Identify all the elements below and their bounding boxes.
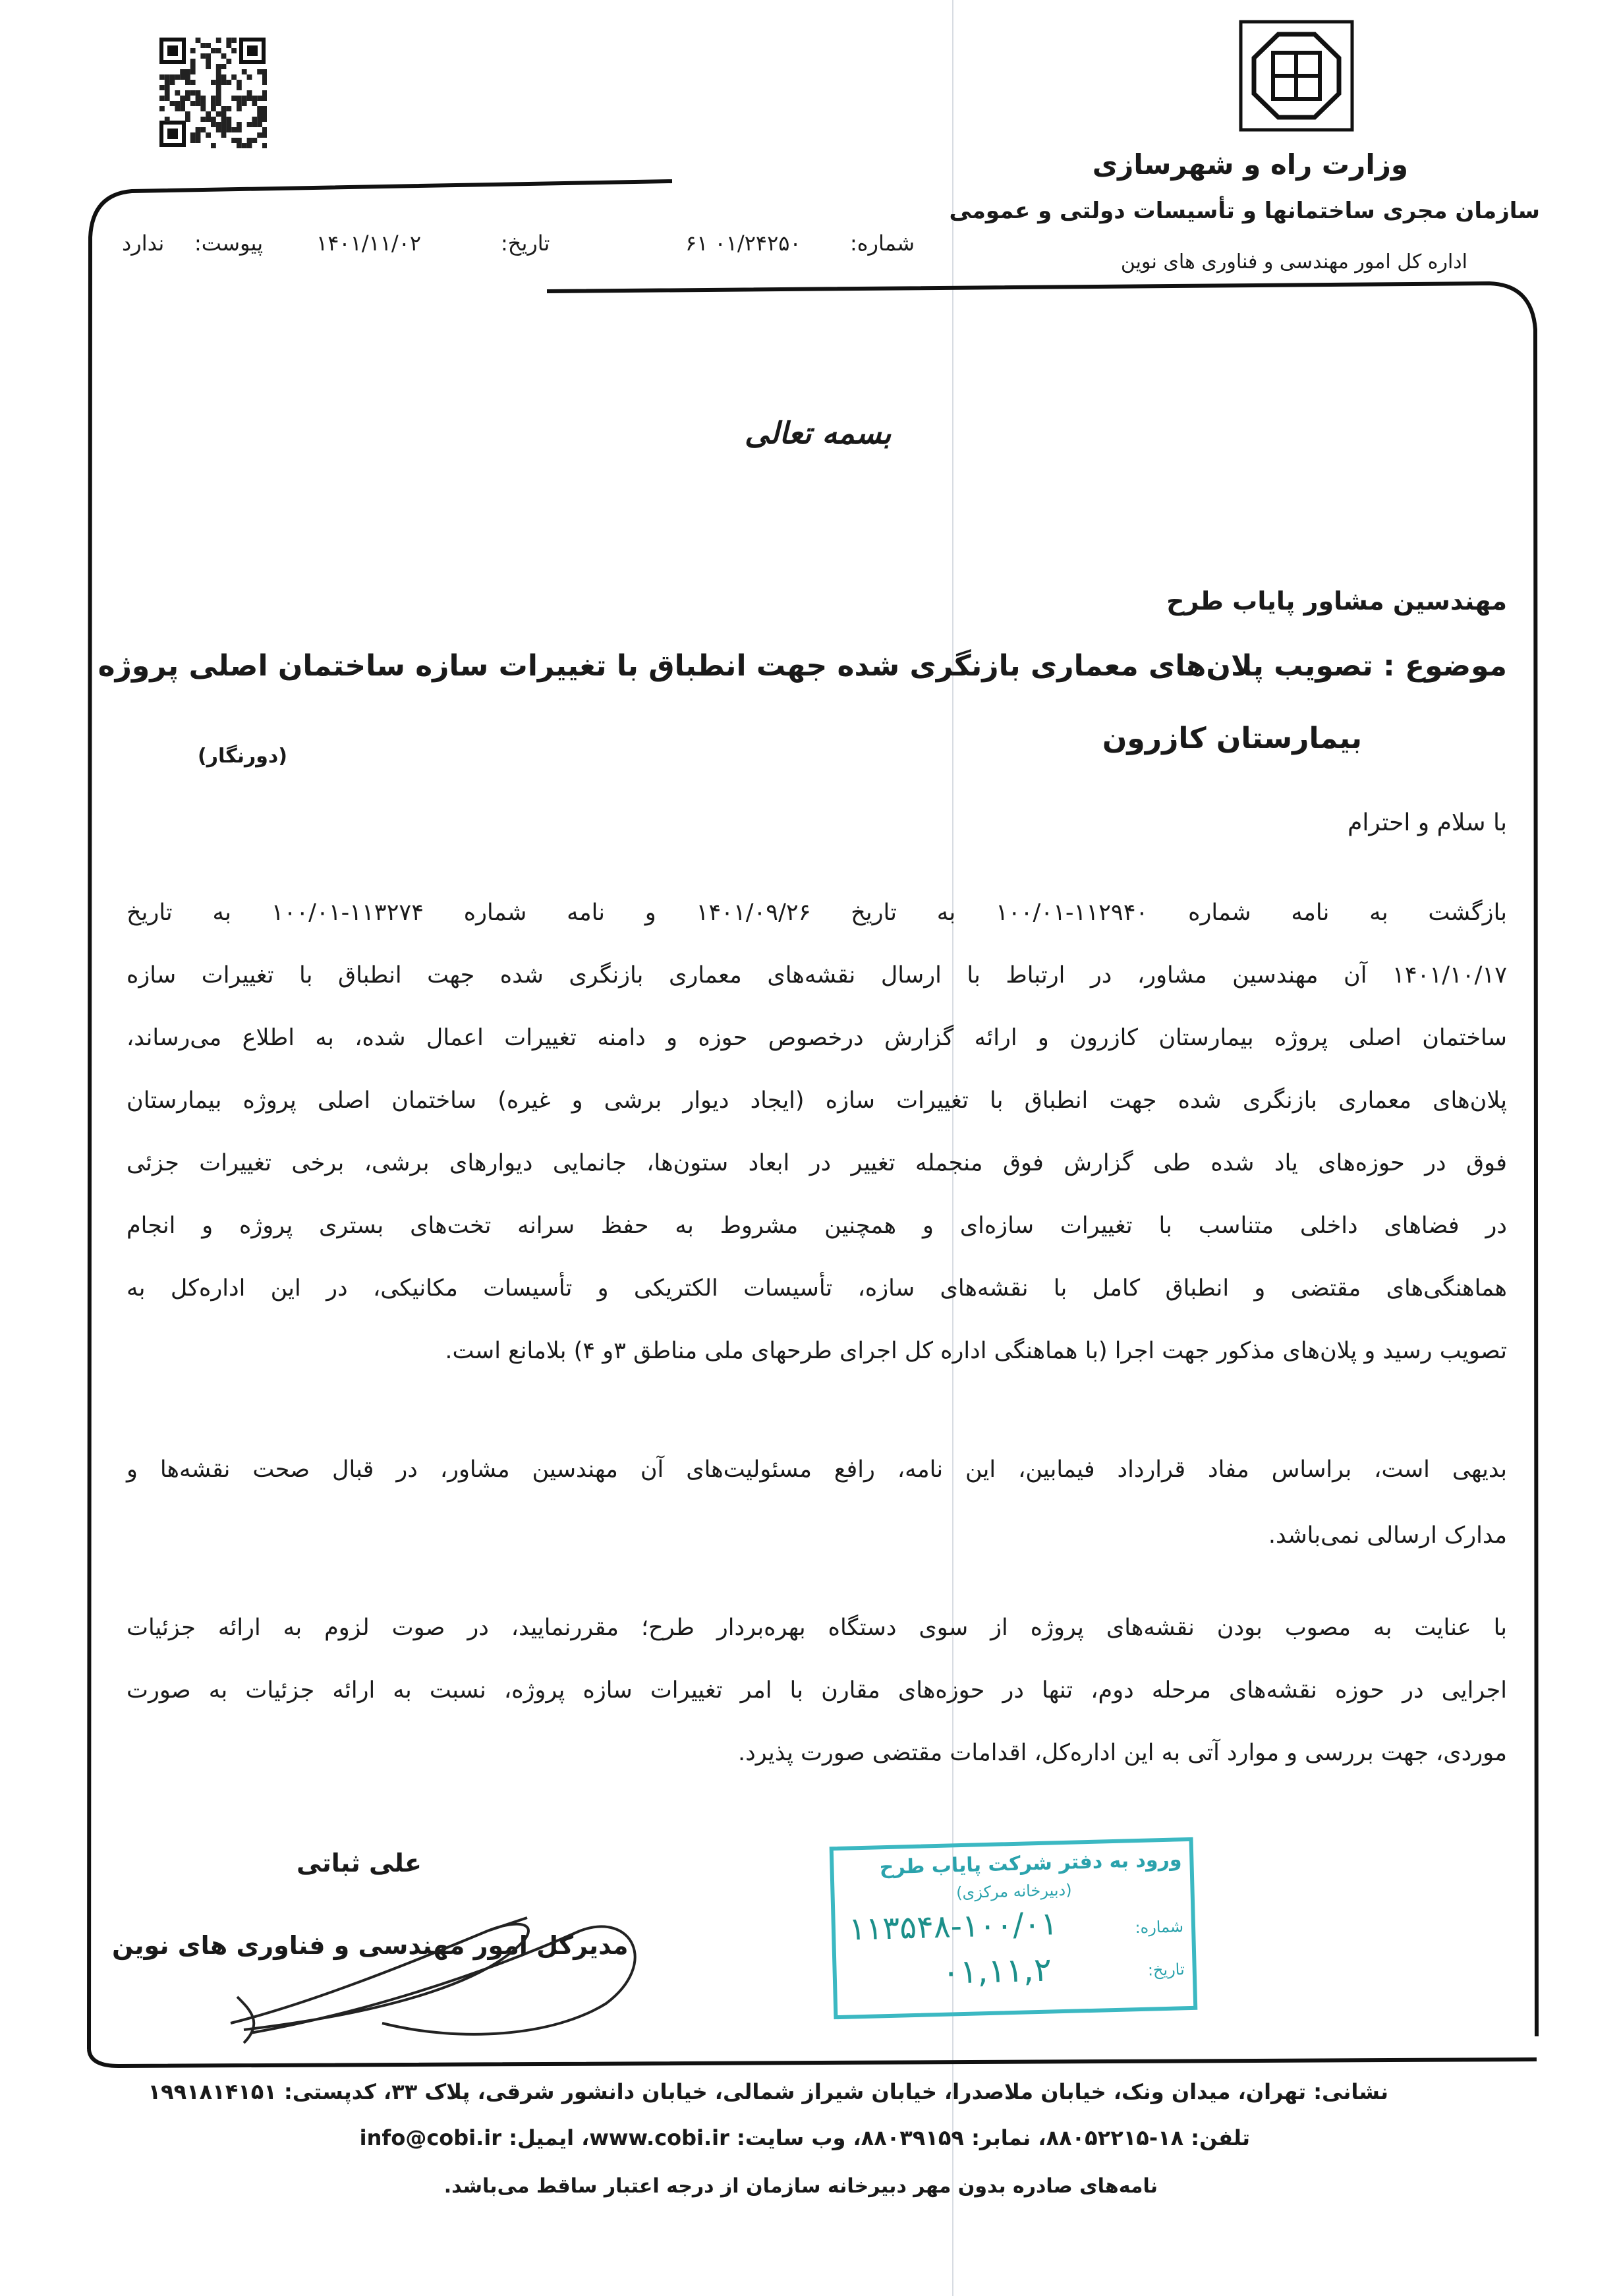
organization-name: سازمان مجری ساختمانها و تأسیسات دولتی و عمومی	[949, 198, 1540, 224]
subject-line-2: بیمارستان کازرون	[1102, 722, 1362, 755]
number-label: شماره:	[850, 231, 915, 256]
date-label: تاریخ:	[501, 231, 550, 256]
subject-line-1: موضوع : تصویب پلان‌های معماری بازنگری شده جهت انطباق با تغییرات سازه ساختمان اصلی پروژه	[98, 649, 1507, 683]
number-value: ۶۱ ۰۱/۲۴۲۵۰	[685, 231, 801, 256]
body-line: بدیهی است، براساس مفاد قرارداد فیمابین، این نامه، رافع مسئولیت‌های آن مهندسین مشاور، در قبال صحت نقشه‌ها و	[127, 1456, 1507, 1483]
body-line: مدارک ارسالی نمی‌باشد.	[1268, 1522, 1507, 1549]
body-line: موردی، جهت بررسی و موارد آتی به این اداره‌کل، اقدامات مقتضی صورت پذیرد.	[737, 1740, 1507, 1766]
invocation: بسمه تعالی	[745, 415, 892, 451]
body-line: ۱۴۰۱/۱۰/۱۷ آن مهندسین مشاور، در ارتباط با ارسال نقشه‌های معماری بازنگری شده جهت انطباق با تغییرات سازه	[127, 962, 1507, 989]
fax-note: (دورنگار)	[198, 745, 287, 768]
received-stamp	[830, 1837, 1198, 2019]
footer-address: نشانی: تهران، میدان ونک، خیابان ملاصدرا، خیابان شیراز شمالی، خیابان دانشور شرقی، پلاک ۳۳، کدپستی: ۱۹۹۱۸۱۴۱۵۱	[148, 2079, 1388, 2104]
stamp-date-label: تاریخ:	[1147, 1960, 1185, 1980]
body-line: در فضاهای داخلی متناسب با تغییرات سازه‌ای و همچنین مشروط به حفظ سرانه تخت‌های بستری پروژه و انجام	[127, 1213, 1507, 1239]
recipient: مهندسین مشاور پایاب طرح	[1166, 587, 1507, 616]
signatory-name: علی ثباتی	[297, 1849, 422, 1878]
body-line: ساختمان اصلی پروژه بیمارستان کازرون و ارائه گزارش درخصوص حوزه و دامنه تغییرات اعمال شده، به اطلاع می‌رساند،	[127, 1025, 1507, 1051]
stamp-number-label: شماره:	[1135, 1917, 1184, 1937]
body-line: اجرایی در حوزه نقشه‌های مرحله دوم، تنها در حوزه‌های مقارن با امر تغییرات سازه پروژه، نسبت به ارائه جزئیات به صورت	[127, 1677, 1507, 1704]
stamp-title: ورود به دفتر شرکت پایاب طرح	[879, 1848, 1182, 1880]
greeting: با سلام و احترام	[1348, 809, 1507, 836]
body-line: هماهنگی‌های مقتضی و انطباق کامل با نقشه‌های سازه، تأسیسات الکتریکی و تأسیسات مکانیکی، در این اداره‌کل به	[127, 1275, 1507, 1302]
signatory-title: مدیرکل امور مهندسی و فناوری های نوین	[112, 1931, 629, 1960]
attachment-value: ندارد	[122, 231, 165, 256]
date-value: ۱۴۰۱/۱۱/۰۲	[316, 231, 422, 256]
stamp-date-value: ۰۱,۱۱,۲	[941, 1950, 1052, 1992]
footer-contact: تلفن: ۱۸-۸۸۰۵۲۲۱۵، نمابر: ۸۸۰۳۹۱۵۹، وب سایت: www.cobi.ir، ایمیل: info@cobi.ir	[359, 2125, 1250, 2150]
attachment-label: پیوست:	[194, 231, 264, 256]
handwritten-signature	[211, 1891, 672, 2063]
department-name: اداره کل امور مهندسی و فناوری های نوین	[1120, 250, 1467, 273]
body-line: بازگشت به نامه شماره ۱۱۲۹۴۰-۱۰۰/۰۱ به تاریخ ۱۴۰۱/۰۹/۲۶ و نامه شماره ۱۱۳۲۷۴-۱۰۰/۰۱ به تاریخ	[127, 900, 1507, 926]
body-line: تصویب رسید و پلان‌های مذکور جهت اجرا (با هماهنگی اداره کل اجرای طرحهای ملی مناطق ۳و ۴) بلامانع است.	[445, 1338, 1507, 1364]
stamp-subtitle: (دبیرخانه مرکزی)	[955, 1880, 1072, 1903]
body-line: فوق در حوزه‌های یاد شده طی گزارش فوق منجمله تغییر در ابعاد ستون‌ها، جانمایی دیوارهای برشی، برخی تغییرات جزئی	[127, 1150, 1507, 1176]
footer-notice: نامه‌های صادره بدون مهر دبیرخانه سازمان از درجه اعتبار ساقط می‌باشد.	[443, 2175, 1158, 2198]
ministry-name: وزارت راه و شهرسازی	[1092, 148, 1408, 181]
body-line: با عنایت به مصوب بودن نقشه‌های پروژه از سوی دستگاه بهره‌بردار طرح؛ مقررنمایید، در صوت لزوم به ارائه جزئیات	[127, 1615, 1507, 1641]
stamp-number-value: ۱۱۳۵۴۸-۱۰۰/۰۱	[848, 1905, 1058, 1948]
body-line: پلان‌های معماری بازنگری شده جهت انطباق با تغییرات سازه (ایجاد دیوار برشی و غیره) ساختمان اصلی پروژه بیمارستان	[127, 1087, 1507, 1114]
